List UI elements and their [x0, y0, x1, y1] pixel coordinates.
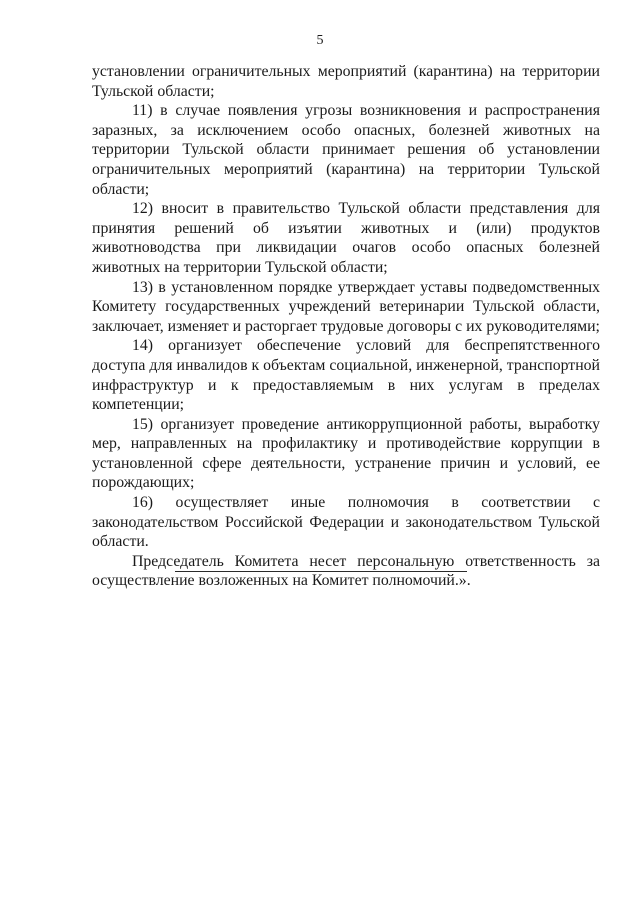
paragraph-item-12: 12) вносит в правительство Тульской области представления для принятия решений об изъятии животных и (или) продуктов животноводства при ликвидации очагов особо опасных болезней животных на территории Тульской области;: [92, 200, 600, 276]
closing-rule: [175, 571, 467, 572]
paragraph-chairman-responsibility: Председатель Комитета несет персональную ответственность за осуществление возложенных на Комитет полномочий.».: [92, 552, 600, 590]
paragraph-item-13: 13) в установленном порядке утверждает уставы подведомственных Комитету государственных учреждений ветеринарии Тульской области, заключает, изменяет и расторгает трудовые договоры с их руководителями;: [92, 278, 600, 335]
paragraph-item-14: 14) организует обеспечение условий для беспрепятственного доступа для инвалидов к объектам социальной, инженерной, транспортной инфраструктур и к предоставляемым в них услугам в пределах компетенции;: [92, 337, 601, 414]
paragraph-item-15: 15) организует проведение антикоррупционной работы, выработку мер, направленных на профилактику и противодействие коррупции в установленной сфере деятельности, устранение причин и условий, ее порождающих;: [92, 415, 600, 492]
paragraph-item-16: 16) осуществляет иные полномочия в соответствии с законодательством Российской Федерации и законодательством Тульской области.: [92, 494, 600, 551]
paragraph-continuation: установлении ограничительных мероприятий (карантина) на территории Тульской области;: [92, 63, 600, 100]
document-body: [92, 62, 600, 591]
paragraph-item-11: 11) в случае появления угрозы возникновения и распространения заразных, за исключением особо опасных, болезней животных на территории Тульской области принимает решения об установлении ограничительных мероприятий (карантина) на территории Тульской области;: [92, 102, 600, 198]
page-number: 5: [316, 33, 324, 48]
